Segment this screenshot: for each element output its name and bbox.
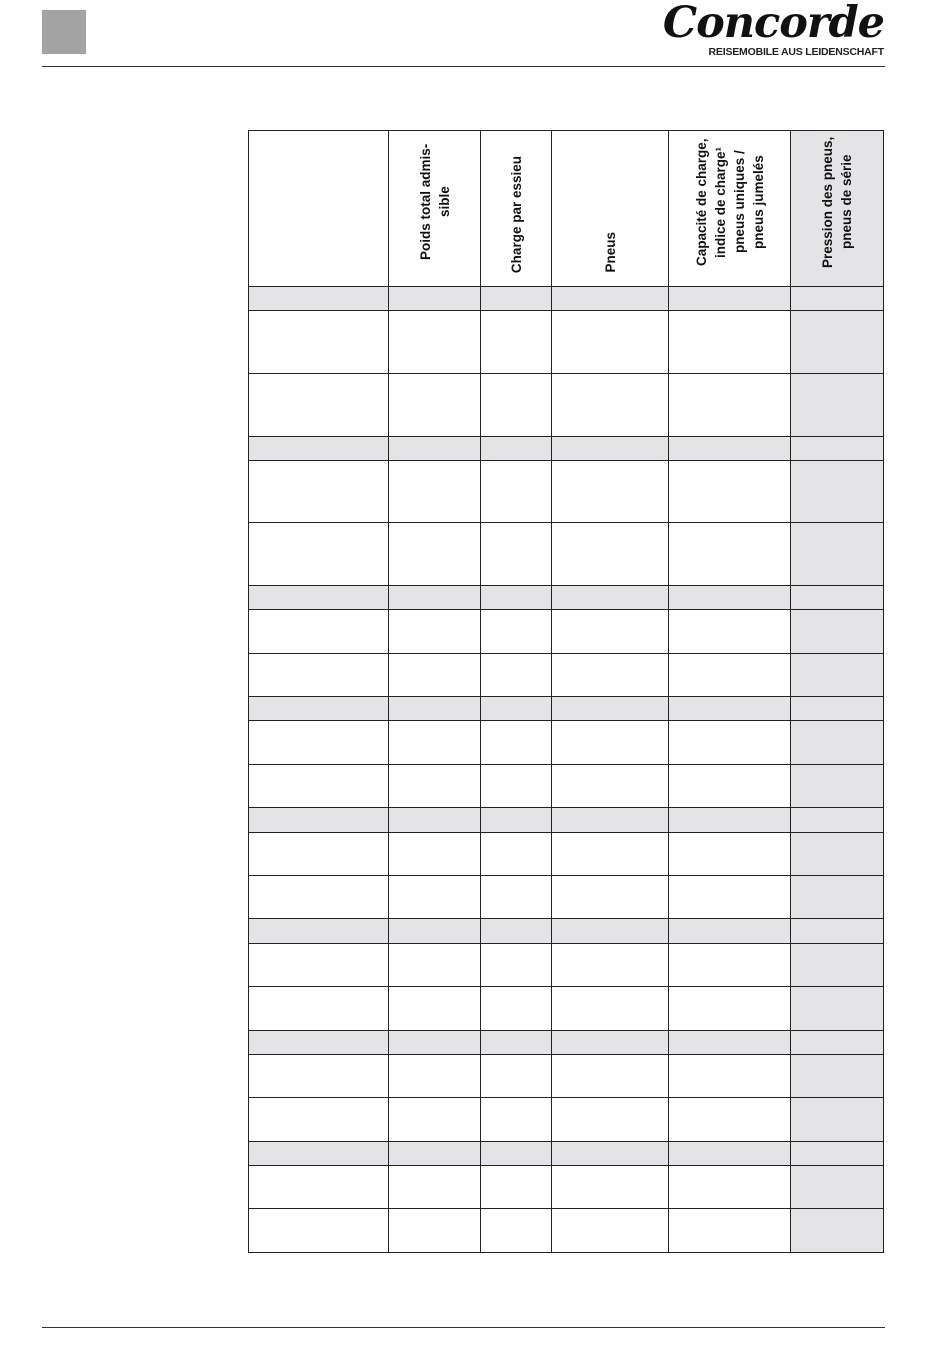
table-cell bbox=[552, 586, 669, 610]
header-tires: Pneus bbox=[552, 131, 669, 287]
table-row bbox=[249, 653, 884, 696]
table-cell bbox=[669, 373, 791, 436]
table-cell bbox=[791, 1165, 884, 1208]
table-cell bbox=[552, 1098, 669, 1141]
table-cell bbox=[389, 311, 481, 374]
table-cell bbox=[389, 436, 481, 460]
table-cell bbox=[389, 610, 481, 653]
table-cell bbox=[389, 653, 481, 696]
table-body bbox=[249, 287, 884, 1253]
table-cell bbox=[791, 373, 884, 436]
table-cell bbox=[791, 1141, 884, 1165]
table-cell bbox=[669, 832, 791, 875]
table-cell bbox=[791, 808, 884, 832]
table-cell bbox=[552, 987, 669, 1030]
table-cell bbox=[249, 460, 389, 523]
table-cell bbox=[669, 943, 791, 986]
table-cell bbox=[552, 436, 669, 460]
table-cell bbox=[389, 697, 481, 721]
table-cell bbox=[249, 697, 389, 721]
table-cell bbox=[669, 653, 791, 696]
table-cell bbox=[791, 1030, 884, 1054]
header-rule bbox=[42, 66, 885, 67]
table-cell bbox=[249, 653, 389, 696]
table-cell bbox=[249, 832, 389, 875]
group-separator-row bbox=[249, 697, 884, 721]
group-separator-row bbox=[249, 1141, 884, 1165]
table-cell bbox=[552, 523, 669, 586]
table-row bbox=[249, 1098, 884, 1141]
table-cell bbox=[791, 1209, 884, 1253]
table-cell bbox=[481, 1098, 552, 1141]
table-row bbox=[249, 460, 884, 523]
table-cell bbox=[791, 697, 884, 721]
table-cell bbox=[249, 876, 389, 919]
table-cell bbox=[552, 1141, 669, 1165]
table-cell bbox=[389, 373, 481, 436]
table-cell bbox=[481, 1165, 552, 1208]
table-cell bbox=[389, 919, 481, 943]
table-cell bbox=[249, 943, 389, 986]
table-cell bbox=[389, 1141, 481, 1165]
table-cell bbox=[481, 653, 552, 696]
brand-name: Concorde bbox=[662, 0, 884, 48]
table-cell bbox=[481, 987, 552, 1030]
table-cell bbox=[389, 287, 481, 311]
table-cell bbox=[669, 586, 791, 610]
table-cell bbox=[552, 1030, 669, 1054]
table-cell bbox=[249, 1141, 389, 1165]
table-cell bbox=[669, 1098, 791, 1141]
table-cell bbox=[389, 523, 481, 586]
table-cell bbox=[791, 586, 884, 610]
table-cell bbox=[791, 653, 884, 696]
table-cell bbox=[389, 808, 481, 832]
table-cell bbox=[249, 287, 389, 311]
header-gross-weight: Poids total admis-sible bbox=[389, 131, 481, 287]
table-cell bbox=[791, 876, 884, 919]
table-cell bbox=[481, 1030, 552, 1054]
table-cell bbox=[552, 460, 669, 523]
table-cell bbox=[669, 610, 791, 653]
table-cell bbox=[481, 610, 552, 653]
table-cell bbox=[669, 311, 791, 374]
table-cell bbox=[669, 1030, 791, 1054]
table-cell bbox=[552, 287, 669, 311]
table-row bbox=[249, 987, 884, 1030]
table-cell bbox=[249, 808, 389, 832]
table-cell bbox=[669, 1165, 791, 1208]
table-header-row bbox=[249, 131, 884, 287]
table-cell bbox=[481, 436, 552, 460]
table-cell bbox=[389, 943, 481, 986]
table-cell bbox=[389, 764, 481, 807]
table-row bbox=[249, 1054, 884, 1097]
table-cell bbox=[791, 287, 884, 311]
header-axle-load: Charge par essieu bbox=[481, 131, 552, 287]
table-cell bbox=[249, 311, 389, 374]
table-cell bbox=[481, 311, 552, 374]
table-cell bbox=[669, 697, 791, 721]
table-cell bbox=[389, 1209, 481, 1253]
table-cell bbox=[791, 1054, 884, 1097]
table-cell bbox=[481, 1054, 552, 1097]
table-cell bbox=[552, 311, 669, 374]
table-row bbox=[249, 764, 884, 807]
table-cell bbox=[791, 943, 884, 986]
table-cell bbox=[389, 1098, 481, 1141]
table-cell bbox=[552, 764, 669, 807]
table-row bbox=[249, 721, 884, 764]
table-row bbox=[249, 1165, 884, 1208]
table-cell bbox=[481, 697, 552, 721]
table-row bbox=[249, 311, 884, 374]
table-cell bbox=[481, 808, 552, 832]
table-cell bbox=[791, 987, 884, 1030]
table-cell bbox=[481, 943, 552, 986]
group-separator-row bbox=[249, 436, 884, 460]
table-cell bbox=[791, 1098, 884, 1141]
tire-spec-table bbox=[248, 130, 884, 1253]
table-cell bbox=[791, 460, 884, 523]
table-cell bbox=[481, 919, 552, 943]
section-marker bbox=[42, 10, 86, 54]
table-cell bbox=[552, 610, 669, 653]
table-cell bbox=[552, 876, 669, 919]
table-cell bbox=[791, 764, 884, 807]
table-cell bbox=[249, 610, 389, 653]
table-cell bbox=[481, 1209, 552, 1253]
header-tire-pressure: Pression des pneus, pneus de série bbox=[791, 131, 884, 287]
table-cell bbox=[669, 460, 791, 523]
table-cell bbox=[669, 721, 791, 764]
header-load-capacity: Capacité de charge, indice de charge¹ pneus uniques / pneus jumelés bbox=[669, 131, 791, 287]
table-cell bbox=[249, 721, 389, 764]
table-cell bbox=[249, 764, 389, 807]
table-cell bbox=[791, 311, 884, 374]
table-cell bbox=[481, 876, 552, 919]
table-cell bbox=[481, 373, 552, 436]
table-cell bbox=[481, 721, 552, 764]
table-cell bbox=[249, 436, 389, 460]
table-cell bbox=[249, 987, 389, 1030]
table-row bbox=[249, 373, 884, 436]
table-cell bbox=[389, 721, 481, 764]
table-cell bbox=[669, 1141, 791, 1165]
table-cell bbox=[552, 1054, 669, 1097]
table-cell bbox=[669, 287, 791, 311]
table-cell bbox=[669, 1054, 791, 1097]
footer-rule bbox=[42, 1327, 885, 1328]
table-cell bbox=[669, 876, 791, 919]
table-cell bbox=[481, 460, 552, 523]
table-cell bbox=[552, 697, 669, 721]
table-row bbox=[249, 523, 884, 586]
table-cell bbox=[552, 653, 669, 696]
table-cell bbox=[791, 436, 884, 460]
table-cell bbox=[552, 1165, 669, 1208]
table-cell bbox=[791, 610, 884, 653]
table-cell bbox=[249, 1098, 389, 1141]
brand-logo bbox=[663, 0, 884, 58]
group-separator-row bbox=[249, 287, 884, 311]
table-cell bbox=[669, 808, 791, 832]
table-cell bbox=[389, 460, 481, 523]
table-cell bbox=[552, 943, 669, 986]
table-cell bbox=[552, 373, 669, 436]
group-separator-row bbox=[249, 808, 884, 832]
table-cell bbox=[552, 721, 669, 764]
table-row bbox=[249, 832, 884, 875]
table-cell bbox=[389, 876, 481, 919]
table-cell bbox=[389, 586, 481, 610]
group-separator-row bbox=[249, 919, 884, 943]
table-cell bbox=[389, 1165, 481, 1208]
table-cell bbox=[481, 832, 552, 875]
table-cell bbox=[249, 919, 389, 943]
table-cell bbox=[669, 436, 791, 460]
table-cell bbox=[249, 586, 389, 610]
table-cell bbox=[249, 1165, 389, 1208]
group-separator-row bbox=[249, 1030, 884, 1054]
table-cell bbox=[552, 1209, 669, 1253]
table-cell bbox=[552, 919, 669, 943]
table-cell bbox=[481, 586, 552, 610]
brand-tagline: REISEMOBILE AUS LEIDENSCHAFT bbox=[708, 46, 884, 58]
table-cell bbox=[669, 1209, 791, 1253]
table-cell bbox=[481, 287, 552, 311]
table-cell bbox=[481, 764, 552, 807]
table-cell bbox=[389, 987, 481, 1030]
table-cell bbox=[249, 1054, 389, 1097]
table-cell bbox=[249, 373, 389, 436]
table-cell bbox=[389, 832, 481, 875]
header-model bbox=[249, 131, 389, 287]
table-cell bbox=[669, 987, 791, 1030]
table-row bbox=[249, 610, 884, 653]
table-cell bbox=[669, 523, 791, 586]
table-cell bbox=[481, 523, 552, 586]
table-cell bbox=[249, 1209, 389, 1253]
table-cell bbox=[552, 808, 669, 832]
table-cell bbox=[389, 1054, 481, 1097]
table-cell bbox=[249, 523, 389, 586]
table-cell bbox=[552, 832, 669, 875]
table-cell bbox=[249, 1030, 389, 1054]
table-row bbox=[249, 1209, 884, 1253]
table-cell bbox=[791, 832, 884, 875]
table-cell bbox=[481, 1141, 552, 1165]
table-row bbox=[249, 876, 884, 919]
table-cell bbox=[791, 721, 884, 764]
table-row bbox=[249, 943, 884, 986]
table-cell bbox=[791, 523, 884, 586]
table-cell bbox=[791, 919, 884, 943]
group-separator-row bbox=[249, 586, 884, 610]
table-cell bbox=[389, 1030, 481, 1054]
table-cell bbox=[669, 919, 791, 943]
table-cell bbox=[669, 764, 791, 807]
